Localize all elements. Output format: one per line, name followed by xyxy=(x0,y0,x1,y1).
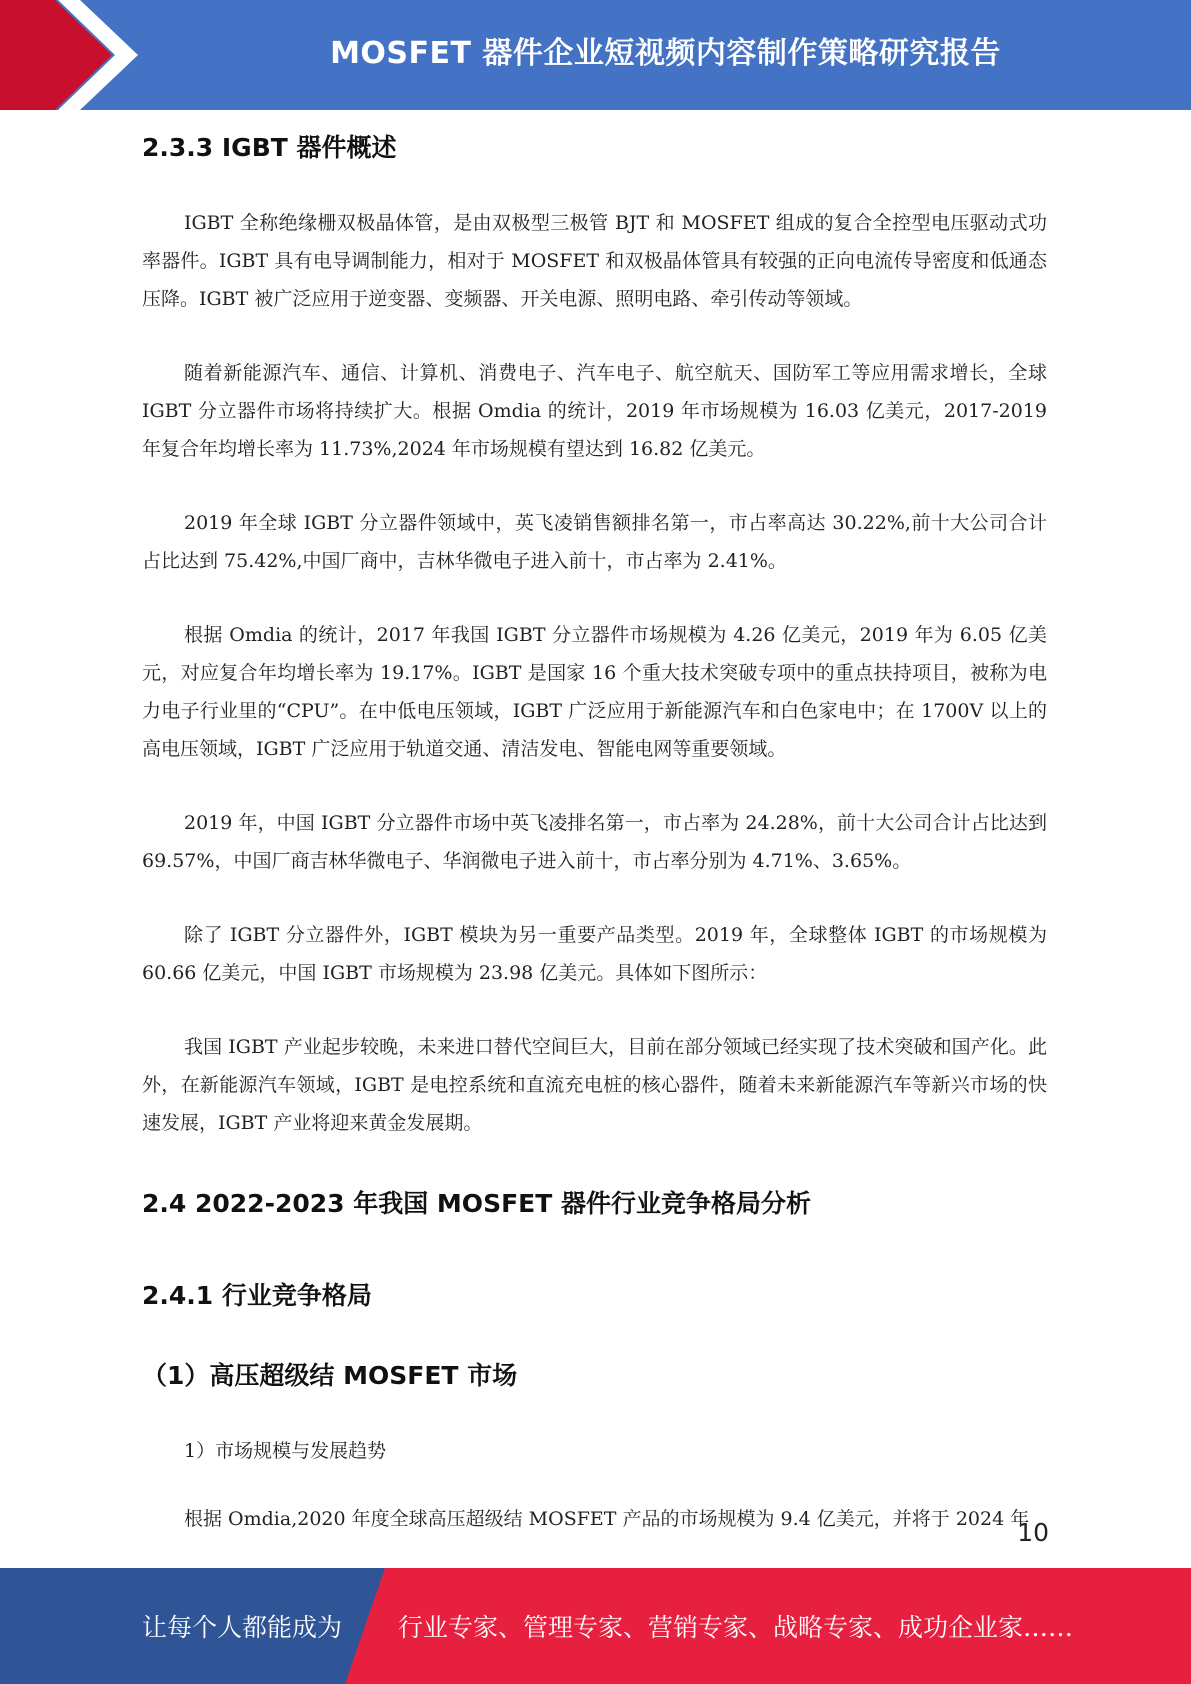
page-number: 10 xyxy=(1017,1518,1049,1547)
paragraph-outlook: 我国 IGBT 产业起步较晚，未来进口替代空间巨大，目前在部分领域已经实现了技术突破和国产化。此外，在新能源汽车领域，IGBT 是电控系统和直流充电桩的核心器件，随着未来新能源汽车等新兴市场的快速发展，IGBT 产业将迎来黄金发展期。 xyxy=(142,1036,1047,1134)
paragraph-omdia-2020: 根据 Omdia,2020 年度全球高压超级结 MOSFET 产品的市场规模为 9.4 亿美元，并将于 2024 年 xyxy=(184,1508,1030,1530)
paragraph-igbt-module: 除了 IGBT 分立器件外，IGBT 模块为另一重要产品类型。2019 年，全球整体 IGBT 的市场规模为 60.66 亿美元，中国 IGBT 市场规模为 23.98 亿美元。具体如下图所示： xyxy=(142,924,1047,984)
header-arrow-decoration xyxy=(0,0,160,110)
paragraph-global-market: 随着新能源汽车、通信、计算机、消费电子、汽车电子、航空航天、国防军工等应用需求增长，全球 IGBT 分立器件市场将持续扩大。根据 Omdia 的统计，2019 年市场规模为 16.03 亿美元，2017-2019 年复合年均增长率为 11.73%,2024 年市场规模有望达到 16.82 亿美元。 xyxy=(142,362,1047,460)
paragraph-igbt-definition: IGBT 全称绝缘栅双极晶体管，是由双极型三极管 BJT 和 MOSFET 组成的复合全控型电压驱动式功率器件。IGBT 具有电导调制能力，相对于 MOSFET 和双极晶体管具有较强的正向电流传导密度和低通态压降。IGBT 被广泛应用于逆变器、变频器、开关电源、照明电路、牵引传动等领域。 xyxy=(142,212,1047,310)
section-heading-2-3-3: 2.3.3 IGBT 器件概述 xyxy=(142,133,397,162)
subsection-heading-hv-superjunction: （1）高压超级结 MOSFET 市场 xyxy=(142,1361,518,1390)
section-heading-2-4-1: 2.4.1 行业竞争格局 xyxy=(142,1281,372,1310)
page-footer xyxy=(0,1568,1191,1684)
page-header xyxy=(0,0,1191,110)
sub-item-market-size: 1）市场规模与发展趋势 xyxy=(184,1440,387,1462)
paragraph-china-share: 2019 年，中国 IGBT 分立器件市场中英飞凌排名第一，市占率为 24.28%，前十大公司合计占比达到 69.57%，中国厂商吉林华微电子、华润微电子进入前十，市占率分别为 4.71%、3.65%。 xyxy=(142,812,1047,872)
footer-slogan-right: 行业专家、管理专家、营销专家、战略专家、成功企业家…… xyxy=(398,1613,1074,1642)
page-content xyxy=(142,128,1047,1538)
paragraph-global-share: 2019 年全球 IGBT 分立器件领域中，英飞凌销售额排名第一，市占率高达 30.22%,前十大公司合计占比达到 75.42%,中国厂商中，吉林华微电子进入前十，市占率为 2.41%。 xyxy=(142,512,1047,572)
header-title: MOSFET 器件企业短视频内容制作策略研究报告 xyxy=(330,36,1001,71)
footer-slogan-left: 让每个人都能成为 xyxy=(142,1613,343,1642)
section-heading-2-4: 2.4 2022-2023 年我国 MOSFET 器件行业竞争格局分析 xyxy=(142,1189,811,1218)
paragraph-china-market: 根据 Omdia 的统计，2017 年我国 IGBT 分立器件市场规模为 4.26 亿美元，2019 年为 6.05 亿美元，对应复合年均增长率为 19.17%。IGBT 是国家 16 个重大技术突破专项中的重点扶持项目，被称为电力电子行业里的“CPU”。在中低电压领域，IGBT 广泛应用于新能源汽车和白色家电中；在 1700V 以上的高电压领域，IGBT 广泛应用于轨道交通、清洁发电、智能电网等重要领域。 xyxy=(142,624,1047,760)
